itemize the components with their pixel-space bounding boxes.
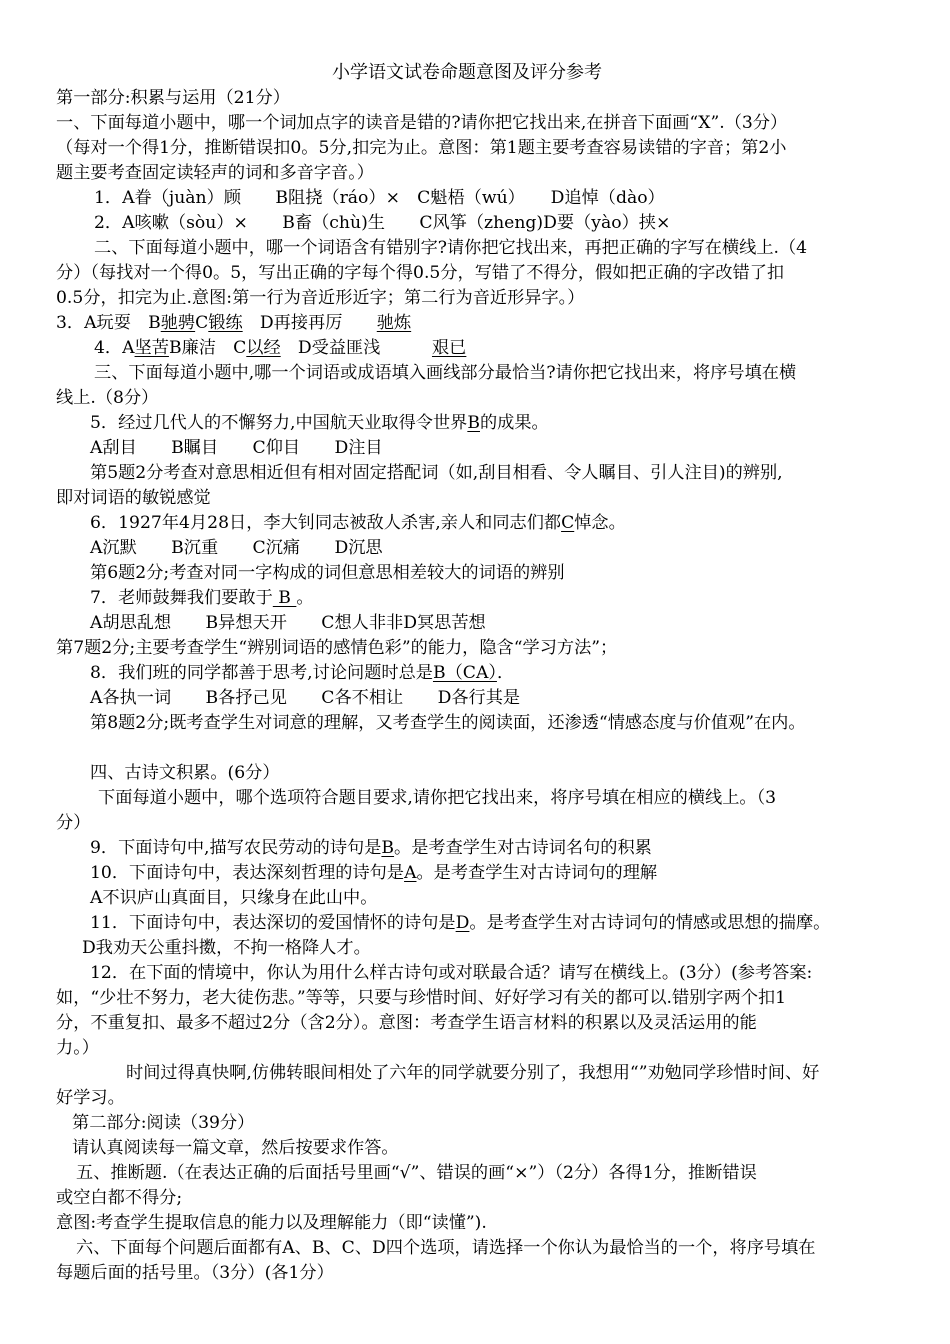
q11-text-b: 。是考查学生对古诗词句的情感或思想的揣摩。: [469, 913, 831, 933]
section4-heading: 四、古诗文积累。(6分）: [90, 763, 280, 783]
q6-options: A沉默 B沉重 C沉痛 D沉思: [90, 538, 383, 558]
q5-note-line2: 即对词语的敏锐感觉: [56, 488, 211, 508]
q11-option: D我劝天公重抖擞，不拘一格降人才。: [82, 938, 371, 958]
part2-heading: 第二部分:阅读（39分）: [72, 1113, 255, 1133]
section2-line1: 二、下面每道小题中，哪一个词语含有错别字?请你把它找出来，再把正确的字写在横线上.（4: [94, 238, 808, 258]
q5-text-a: 5．经过几代人的不懈努力,中国航天业取得令世界: [90, 413, 468, 433]
q11-answer: D: [455, 913, 470, 933]
q5-answer: B: [467, 413, 480, 433]
q3-answer-blank: 驰炼: [376, 313, 412, 333]
question-12-line3: 分，不重复扣、最多不超过2分（含2分）。意图：考查学生语言材料的积累以及灵活运用的能: [56, 1013, 757, 1033]
question-10: [90, 862, 657, 884]
part1-heading: 第一部分:积累与运用（21分）: [56, 88, 290, 108]
q5-options: A刮目 B瞩目 C仰目 D注目: [90, 438, 383, 458]
q6-answer: C: [561, 513, 575, 533]
q6-text-b: 悼念。: [574, 513, 626, 533]
question-12-line4: 力。）: [56, 1038, 99, 1058]
q6-note: 第6题2分;考查对同一字构成的词但意思相差较大的词语的辨别: [90, 563, 565, 583]
q4-text-c: B廉洁 C: [168, 338, 247, 358]
q10-option: A不识庐山真面目，只缘身在此山中。: [90, 888, 378, 908]
document-title: 小学语文试卷命题意图及评分参考: [332, 62, 602, 83]
question-12-line1: 12．在下面的情境中，你认为用什么样古诗句或对联最合适？请写在横线上。(3分）(参考答案:: [90, 963, 813, 983]
question-12-scenario-line2: 好学习。: [56, 1088, 125, 1108]
section4-line2: 分）: [56, 813, 91, 833]
q3-underlined-word-2: 锻练: [208, 313, 243, 333]
q4-underlined-word-2: 以经: [246, 338, 281, 358]
q5-text-b: 的成果。: [479, 413, 549, 433]
section3-line1: 三、下面每道小题中,哪一个词语或成语填入画线部分最恰当?请你把它找出来，将序号填在横: [94, 363, 797, 383]
q4-underlined-word-1: 坚苦: [134, 338, 169, 358]
section5-line2: 或空白都不得分;: [56, 1188, 183, 1208]
question-5: [90, 412, 549, 434]
q7-note: 第7题2分;主要考查学生“辨别词语的感情色彩”的能力，隐含“学习方法”；: [56, 638, 618, 658]
q6-text-a: 6．1927年4月28日，李大钊同志被敌人杀害,亲人和同志们都: [90, 513, 562, 533]
q3-text-e: D再接再厉: [242, 313, 377, 333]
question-11: [90, 912, 830, 934]
question-12-line2: 如，“少壮不努力，老大徒伤悲。”等等，只要与珍惜时间、好好学习有关的都可以.错别字两个扣1: [56, 988, 787, 1008]
q11-text-a: 11．下面诗句中，表达深切的爱国情怀的诗句是: [90, 913, 456, 933]
q4-answer-blank: 艰已: [431, 338, 467, 358]
q7-options: A胡思乱想 B异想天开 C想人非非D冥思苦想: [90, 613, 486, 633]
q3-text-a: 3．A玩耍 B: [56, 313, 161, 333]
question-3: [56, 312, 411, 334]
section2-line2: 分）（每找对一个得0。5，写出正确的字每个得0.5分，写错了不得分，假如把正确的字改错了扣: [56, 263, 785, 283]
q10-text-a: 10．下面诗句中，表达深刻哲理的诗句是: [90, 863, 405, 883]
section1-line2: （每对一个得1分，推断错误扣0。5分,扣完为止。意图：第1题主要考查容易读错的字音；第2小: [56, 138, 787, 158]
q4-text-a: 4．A: [94, 338, 135, 358]
q8-answer: B（CA）: [432, 663, 497, 683]
question-8: [90, 662, 514, 684]
section5-line1: 五、推断题.（在表达正确的后面括号里画“√”、错误的画“×”）（2分）各得1分，推断错误: [76, 1163, 757, 1183]
q7-answer: B: [272, 588, 297, 608]
section2-line3: 0.5分，扣完为止.意图:第一行为音近形近字；第二行为音近形异字。）: [56, 288, 585, 308]
q3-underlined-word-1: 驰骋: [160, 313, 196, 333]
section1-line3: 题主要考查固定读轻声的词和多音字音。）: [56, 163, 374, 183]
question-12-scenario-line1: 时间过得真快啊,仿佛转眼间相处了六年的同学就要分别了，我想用“”劝勉同学珍惜时间、好: [126, 1063, 820, 1083]
question-9: [90, 837, 652, 859]
q9-text-a: 9．下面诗句中,描写农民劳动的诗句是: [90, 838, 382, 858]
q4-text-e: D受益匪浅: [280, 338, 432, 358]
section6-line2: 每题后面的括号里。（3分）(各1分）: [56, 1263, 334, 1283]
q10-text-b: 。是考查学生对古诗词句的理解: [416, 863, 658, 883]
q10-answer: A: [404, 863, 417, 883]
question-2: 2．A咳嗽（sòu）× B畜（chù)生 C风筝（zheng)D要（yào）挟×: [94, 213, 671, 233]
q8-text-a: 8．我们班的同学都善于思考,讨论问题时总是: [90, 663, 433, 683]
section5-line3: 意图:考查学生提取信息的能力以及理解能力（即“读懂”).: [56, 1213, 487, 1233]
q8-note: 第8题2分;既考查学生对词意的理解，又考查学生的阅读面，还渗透“情感态度与价值观”在内。: [90, 713, 806, 733]
section3-line2: 线上.（8分）: [56, 388, 159, 408]
q7-text-b: 。: [296, 588, 314, 608]
section6-line1: 六、下面每个问题后面都有A、B、C、D四个选项，请选择一个你认为最恰当的一个，将序号填在: [76, 1238, 816, 1258]
part2-intro: 请认真阅读每一篇文章，然后按要求作答。: [72, 1138, 399, 1158]
q8-options: A各执一词 B各抒己见 C各不相让 D各行其是: [90, 688, 521, 708]
q9-text-b: 。是考查学生对古诗词名句的积累: [394, 838, 652, 858]
q3-text-c: C: [195, 313, 209, 333]
section4-line1: 下面每道小题中，哪个选项符合题目要求,请你把它找出来，将序号填在相应的横线上。（3: [98, 788, 777, 808]
q5-note-line1: 第5题2分考查对意思相近但有相对固定搭配词（如,刮目相看、令人瞩目、引人注目)的辨别,: [90, 463, 783, 483]
question-4: [94, 337, 466, 359]
question-6: [90, 512, 626, 534]
question-7: [90, 587, 314, 609]
section1-line1: 一、下面每道小题中，哪一个词加点字的读音是错的?请你把它找出来,在拼音下面画“X”.（3分）: [56, 113, 788, 133]
q9-answer: B: [381, 838, 395, 858]
q8-text-b: ．: [496, 663, 515, 683]
question-1: 1．A眷（juàn）顾 B阻挠（ráo）× C魁梧（wú） D追悼（dào）: [94, 188, 665, 208]
q7-text-a: 7．老师鼓舞我们要敢于: [90, 588, 273, 608]
